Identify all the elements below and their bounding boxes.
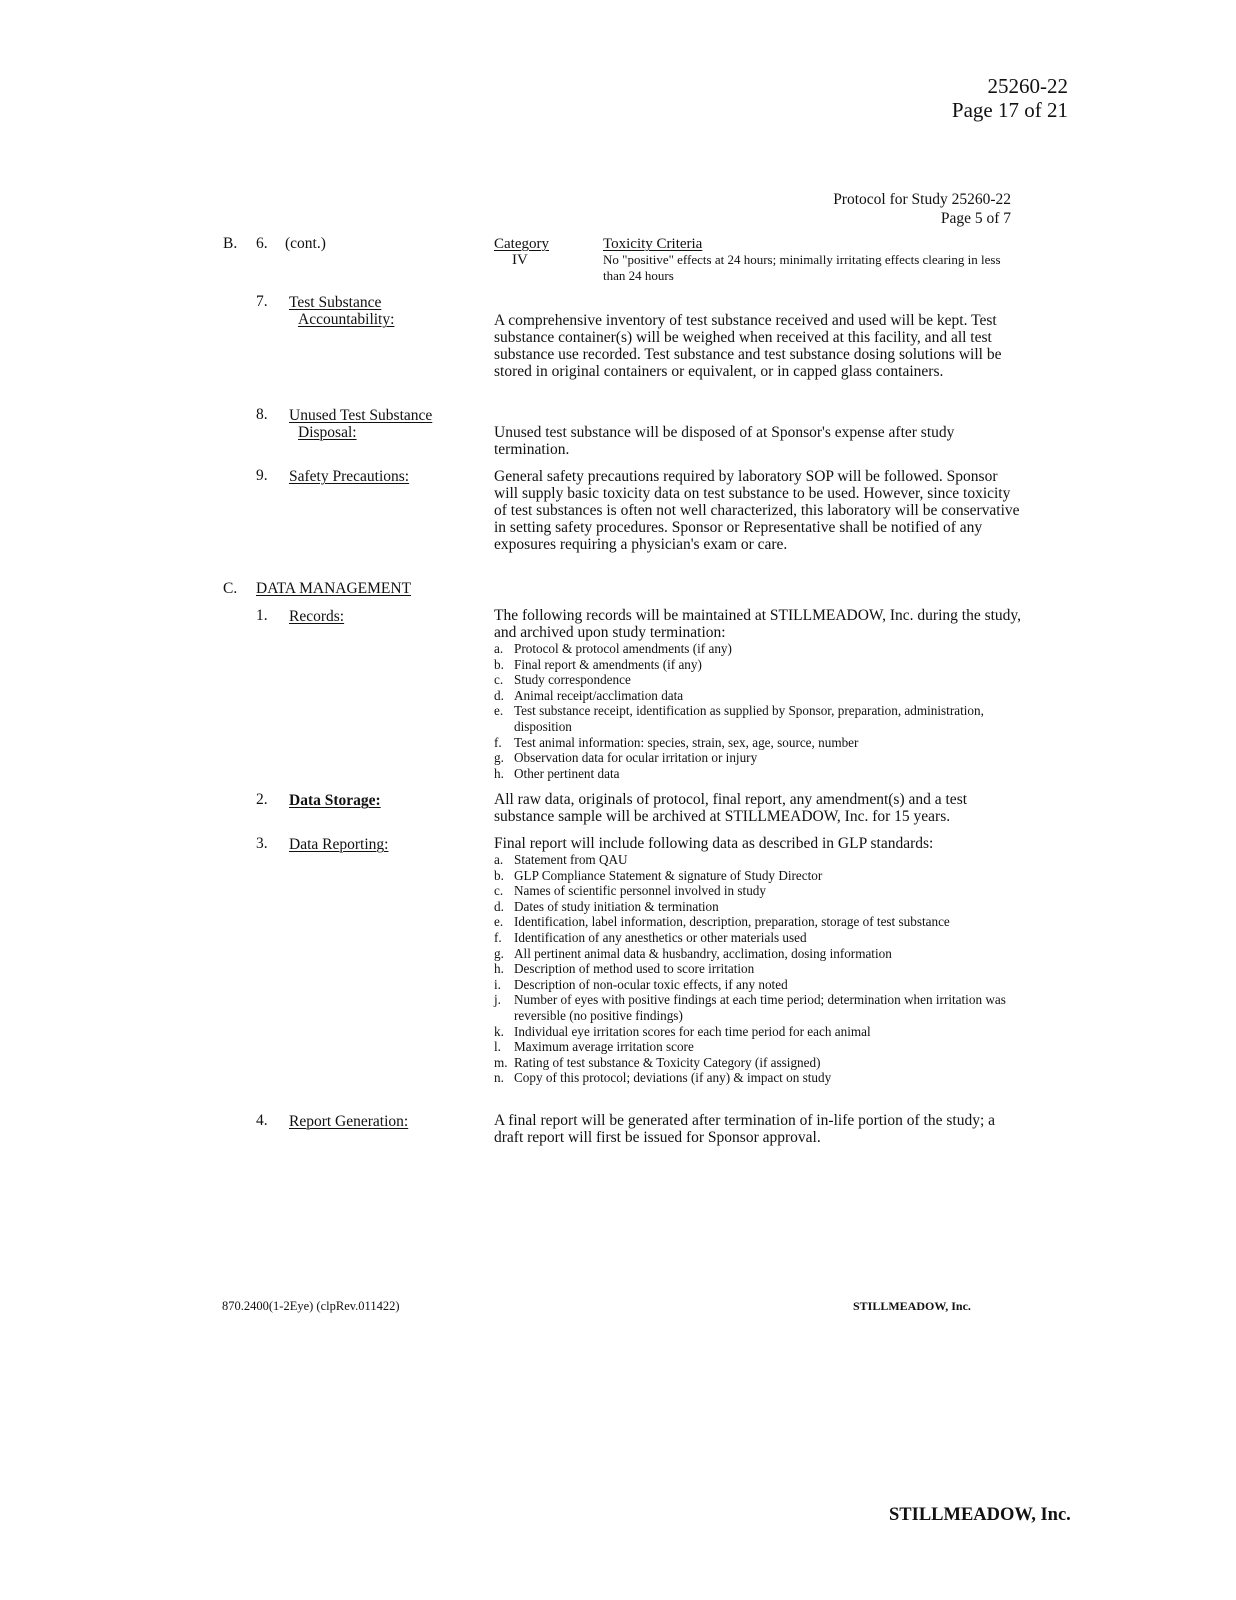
category-value: IV [512,252,528,268]
reporting-list-item [494,961,1024,977]
records-list-item-letter: c. [494,672,504,688]
c-item-2-number: 2. [256,791,268,808]
records-list-item [494,657,1024,673]
c-item-2-label [289,792,381,809]
reporting-list-item-text: Rating of test substance & Toxicity Category (if assigned) [514,1054,821,1070]
records-list-item-text: Study correspondence [514,672,631,688]
records-intro: The following records will be maintained at STILLMEADOW, Inc. during the study, and archived upon study termination: [494,607,1022,641]
reporting-list-item-text: Number of eyes with positive findings at each time period; determination when irritation was reversible (no positive findings) [514,992,1006,1023]
reporting-list-item-letter: f. [494,929,502,945]
records-list-item-letter: f. [494,734,502,750]
reporting-list-item-text: Description of non-ocular toxic effects, if any noted [514,976,788,992]
records-list-item-letter: b. [494,656,504,672]
records-list-item-text: Protocol & protocol amendments (if any) [514,641,732,656]
records-list-item-letter: e. [494,703,504,719]
item-8-label [289,407,432,441]
records-list-item-letter: g. [494,750,504,766]
c-item-2-label-text: Data Storage: [289,792,381,809]
reporting-list [494,852,1024,1086]
reporting-list-item-letter: i. [494,976,501,992]
reporting-list-item [494,852,1024,868]
item-8-number: 8. [256,406,268,423]
c-item-1-label-text: Records: [289,608,345,625]
item-8-label-line1: Unused Test Substance [289,407,433,424]
c-item-2-text: All raw data, originals of protocol, final report, any amendment(s) and a test substance sample will be archived at STILLMEADOW, Inc. for 15 years. [494,791,968,825]
c-item-4-label-text: Report Generation: [289,1113,409,1130]
item-9-number: 9. [256,467,268,484]
records-list-item-text: Observation data for ocular irritation or injury [514,750,758,766]
reporting-list-item-letter: h. [494,961,504,977]
section-c-letter: C. [223,580,238,597]
reporting-list-item-letter: n. [494,1070,504,1086]
reporting-list-item-letter: c. [494,883,504,899]
reporting-list-item-text: All pertinent animal data & husbandry, acclimation, dosing information [514,945,892,961]
reporting-list-item-letter: b. [494,867,504,883]
item-9-label-text: Safety Precautions: [289,468,410,485]
c-item-1-number: 1. [256,607,268,624]
reporting-list-item-text: Dates of study initiation & termination [514,898,719,914]
toxicity-criteria-column [603,236,1013,284]
section-c-title [256,580,411,598]
c-item-4-number: 4. [256,1112,268,1129]
item-6-number: 6. [256,235,268,252]
reporting-list-item [494,1039,1024,1055]
protocol-header [833,190,1011,228]
reporting-list-item-letter: m. [494,1054,508,1070]
records-list-item [494,703,1024,734]
records-list-item [494,688,1024,704]
item-8-label-line2: Disposal: [298,424,357,441]
reporting-list-item [494,1024,1024,1040]
page-number: Page 17 of 21 [951,98,1068,122]
company-name-bottom: STILLMEADOW, Inc. [889,1505,1071,1525]
footer-company: STILLMEADOW, Inc. [853,1299,971,1313]
records-list-item [494,641,1024,657]
reporting-list-item-text: GLP Compliance Statement & signature of Study Director [514,867,823,883]
records-list [494,641,1024,781]
protocol-page: Page 5 of 7 [940,210,1011,227]
records-list-item [494,672,1024,688]
records-list-item-text: Test animal information: species, strain, sex, age, source, number [514,734,859,750]
item-7-label-line1: Test Substance [289,294,382,311]
reporting-list-item-text: Maximum average irritation score [514,1039,694,1055]
reporting-list-item-text: Copy of this protocol; deviations (if any) & impact on study [514,1070,832,1086]
records-list-item [494,750,1024,766]
item-9-text: General safety precautions required by laboratory SOP will be followed. Sponsor will supply basic toxicity data on test substance to be used. However, since toxicity of test substances is often not well characterized, this laboratory will be conservative in setting safety procedures. Sponsor or Representative shall be notified of any exposures requiring a physician's exam or care. [494,468,1020,553]
reporting-list-item-text: Identification, label information, description, preparation, storage of test substance [514,914,950,930]
records-list-item-text: Final report & amendments (if any) [514,656,702,672]
item-7-number: 7. [256,293,268,310]
c-item-4-label [289,1113,408,1130]
c-item-1-label [289,608,344,625]
c-item-4-text: A final report will be generated after termination of in-life portion of the study; a draft report will first be issued for Sponsor approval. [494,1112,996,1146]
section-c-title-text: DATA MANAGEMENT [256,580,412,597]
reporting-list-item [494,883,1024,899]
reporting-list-item-letter: g. [494,945,504,961]
reporting-list-item [494,977,1024,993]
reporting-block [494,835,1024,1086]
c-item-3-number: 3. [256,835,268,852]
category-column [494,236,549,268]
records-list-item [494,735,1024,751]
c-item-3-label-text: Data Reporting: [289,836,389,853]
category-header: Category [494,236,549,252]
records-list-item-text: Animal receipt/acclimation data [514,687,684,703]
reporting-intro: Final report will include following data as described in GLP standards: [494,835,934,852]
records-block [494,607,1024,781]
section-b-letter: B. [223,235,238,252]
reporting-list-item [494,1055,1024,1071]
c-item-3-label [289,836,388,853]
records-list-item-letter: a. [494,641,504,656]
reporting-list-item-letter: e. [494,914,504,930]
document-number: 25260-22 [987,74,1068,98]
records-list-item-text: Other pertinent data [514,765,620,781]
records-list-item-letter: h. [494,765,504,781]
records-list-item-text: Test substance receipt, identification as supplied by Sponsor, preparation, administration, disposition [514,703,984,734]
reporting-list-item-text: Names of scientific personnel involved in study [514,883,766,899]
reporting-list-item [494,868,1024,884]
footer-form-code: 870.2400(1-2Eye) (clpRev.011422) [222,1299,400,1313]
toxicity-criteria-header: Toxicity Criteria [603,236,703,252]
item-6-label: (cont.) [285,235,326,252]
records-list-item-letter: d. [494,687,504,703]
reporting-list-item [494,992,1024,1023]
item-8-text: Unused test substance will be disposed of at Sponsor's expense after study termination. [494,424,955,458]
reporting-list-item-letter: k. [494,1023,504,1039]
item-7-label [289,294,394,328]
reporting-list-item-letter: d. [494,898,504,914]
reporting-list-item-text: Individual eye irritation scores for each time period for each animal [514,1023,871,1039]
reporting-list-item [494,930,1024,946]
records-list-item [494,766,1024,782]
item-9-label [289,468,409,485]
protocol-title: Protocol for Study 25260-22 [833,191,1011,208]
reporting-list-item-letter: j. [494,992,501,1008]
reporting-list-item [494,914,1024,930]
reporting-list-item-letter: l. [494,1039,501,1055]
reporting-list-item-text: Statement from QAU [514,852,628,867]
reporting-list-item-text: Identification of any anesthetics or other materials used [514,929,807,945]
reporting-list-item-letter: a. [494,852,504,867]
document-id-block [952,74,1068,122]
reporting-list-item [494,1070,1024,1086]
reporting-list-item [494,946,1024,962]
reporting-list-item [494,899,1024,915]
item-7-label-line2: Accountability: [298,311,395,328]
toxicity-criteria-text: No "positive" effects at 24 hours; minimally irritating effects clearing in less than 24 hours [603,252,1001,283]
item-7-text: A comprehensive inventory of test substance received and used will be kept. Test substance container(s) will be weighed when received at this facility, and all test substance use recorded. Test substance and test substance dosing solutions will be stored in original containers or equivalent, or in capped glass containers. [494,312,1002,380]
reporting-list-item-text: Description of method used to score irritation [514,961,755,977]
